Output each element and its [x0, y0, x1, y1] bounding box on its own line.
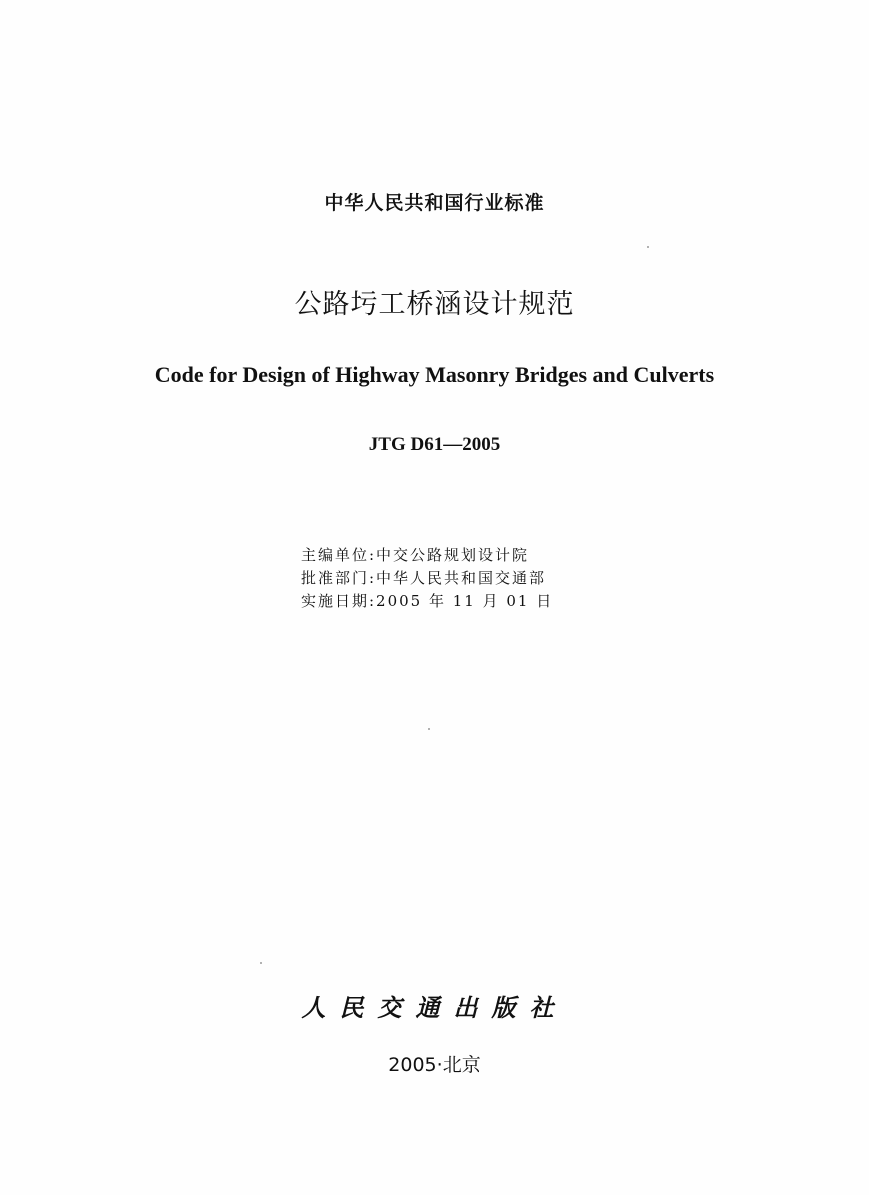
info-block: [301, 544, 553, 613]
standard-type-heading: 中华人民共和国行业标准: [324, 192, 545, 214]
chinese-title: 公路圬工桥涵设计规范: [294, 289, 575, 320]
editor-line: 主编单位:中交公路规划设计院: [301, 546, 530, 564]
publisher-name: 人民交通出版社: [301, 993, 568, 1022]
scan-speck: [260, 962, 262, 964]
approver-line: 批准部门:中华人民共和国交通部: [301, 569, 547, 587]
scan-speck: [428, 728, 430, 730]
standard-code: JTG D61—2005: [368, 434, 501, 455]
english-title: Code for Design of Highway Masonry Bridges and Culverts: [154, 362, 715, 387]
scan-speck: [647, 246, 649, 248]
effective-date-line: 实施日期:2005 年 11 月 01 日: [301, 592, 554, 610]
place-date: 2005·北京: [388, 1054, 481, 1076]
